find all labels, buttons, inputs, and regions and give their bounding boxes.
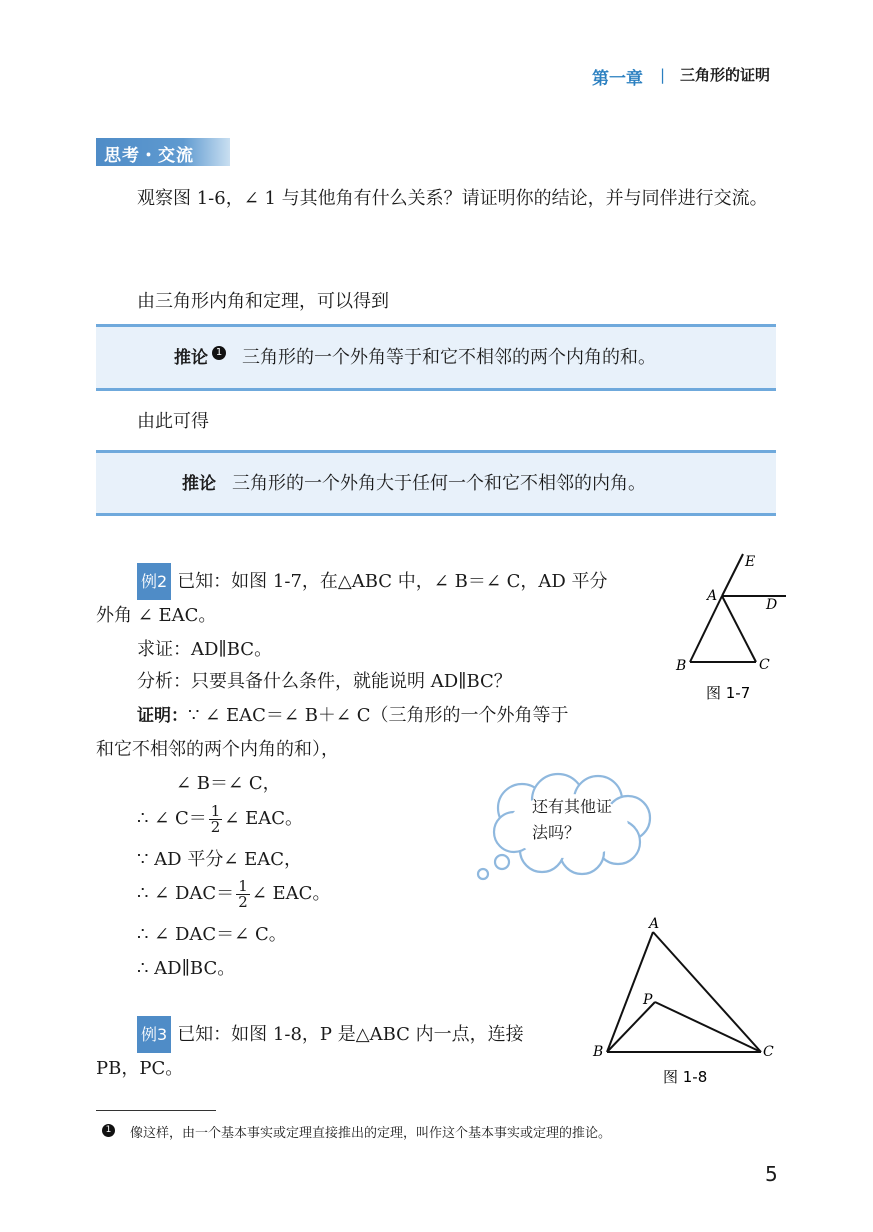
segment-pc: [655, 1002, 761, 1052]
label-b: B: [676, 658, 687, 674]
corollary-1: [174, 343, 656, 369]
label-a: A: [707, 588, 718, 604]
fraction-one-half: [209, 801, 223, 836]
label-c: C: [763, 1044, 774, 1060]
example-3-tag: 例3: [137, 1016, 171, 1053]
corollary-1-label: 推论: [174, 348, 208, 368]
proof-step-2-post: ∠ EAC。: [224, 808, 304, 829]
example-2-given-line-2: 外角 ∠ EAC。: [96, 605, 217, 626]
think-paragraph: 观察图 1-6，∠ 1 与其他角有什么关系？请证明你的结论，并与同伴进行交流。: [137, 188, 768, 209]
label-d: D: [766, 597, 778, 613]
segment-pb: [607, 1002, 655, 1052]
example-2-analysis: 分析：只要具备什么条件，就能说明 AD∥BC？: [137, 671, 512, 692]
ray-ae: [722, 554, 743, 596]
segment-ac: [722, 596, 756, 662]
fraction-numerator: 1: [238, 876, 248, 895]
label-b: B: [593, 1044, 604, 1060]
example-2-prove: 求证：AD∥BC。: [137, 639, 273, 660]
footnote-text: 像这样，由一个基本事实或定理直接推出的定理，叫作这个基本事实或定理的推论。: [130, 1126, 612, 1141]
label-c: C: [759, 657, 770, 673]
proof-label: 证明：: [137, 706, 188, 726]
lead-text-2: 由此可得: [137, 411, 209, 432]
corollary-box-2: [96, 450, 776, 516]
corollary-1-text: 三角形的一个外角等于和它不相邻的两个内角的和。: [242, 347, 656, 368]
proof-step-2: [137, 801, 303, 836]
chapter-title: 三角形的证明: [680, 66, 771, 84]
figure-1-7-caption: 图 1-7: [706, 684, 751, 702]
fraction-numerator: 1: [210, 801, 221, 820]
corollary-box-1: [96, 324, 776, 391]
label-p: P: [643, 992, 653, 1008]
footnote-rule: [96, 1110, 216, 1111]
example-2-tag: 例2: [137, 563, 171, 600]
proof-step-4: [137, 876, 330, 911]
fraction-one-half: [236, 876, 250, 911]
label-a: A: [649, 916, 660, 932]
segment-ab: [690, 596, 722, 662]
example-3-line-2: PB，PC。: [96, 1058, 184, 1079]
proof-step-3: ∵ AD 平分∠ EAC，: [137, 849, 303, 870]
proof-step-6: ∴ AD∥BC。: [137, 958, 236, 979]
corollary-2-label: 推论: [182, 474, 216, 494]
section-tag-label: 思考・交流: [104, 146, 194, 166]
example-2-proof-line-2: 和它不相邻的两个内角的和），: [96, 739, 339, 760]
cloud-line-2: 法吗？: [532, 823, 581, 842]
proof-step-2-pre: ∴ ∠ C＝: [137, 808, 207, 829]
figure-1-8-caption: 图 1-8: [663, 1068, 708, 1086]
example-3-line-1: [137, 1016, 524, 1053]
example-2-given-line-1: [137, 563, 608, 600]
page-number: 5: [765, 1162, 778, 1186]
footnote-marker: 1: [212, 346, 226, 360]
label-e: E: [745, 554, 756, 570]
cloud-question: [532, 794, 612, 846]
chapter-label: 第一章: [592, 69, 643, 89]
segment-ac: [653, 932, 761, 1052]
example-2-proof-line-1: [137, 698, 569, 734]
example-3-given-1: 已知：如图 1-8，P 是△ABC 内一点，连接: [177, 1024, 524, 1045]
proof-step-4-pre: ∴ ∠ DAC＝: [137, 883, 235, 904]
cloud-line-1: 还有其他证: [532, 797, 613, 816]
footnote-mark: 1: [102, 1124, 115, 1137]
lead-text-1: 由三角形内角和定理，可以得到: [137, 291, 389, 312]
proof-step-1: ∠ B＝∠ C，: [176, 773, 281, 794]
figure-1-7: [670, 548, 800, 708]
proof-step-5: ∴ ∠ DAC＝∠ C。: [137, 924, 287, 945]
header-separator: |: [660, 66, 666, 84]
proof-line-1-text: ∵ ∠ EAC＝∠ B＋∠ C（三角形的一个外角等于: [188, 705, 569, 726]
corollary-2-text: 三角形的一个外角大于任何一个和它不相邻的内角。: [232, 473, 646, 494]
fraction-denominator: 2: [238, 892, 248, 911]
figure-1-8: [585, 912, 785, 1092]
example-2-given-1: 已知：如图 1-7，在△ABC 中，∠ B＝∠ C，AD 平分: [177, 571, 608, 592]
corollary-2: [182, 469, 646, 495]
proof-step-4-post: ∠ EAC。: [251, 883, 331, 904]
section-tag: [96, 138, 230, 166]
fraction-denominator: 2: [210, 817, 221, 836]
